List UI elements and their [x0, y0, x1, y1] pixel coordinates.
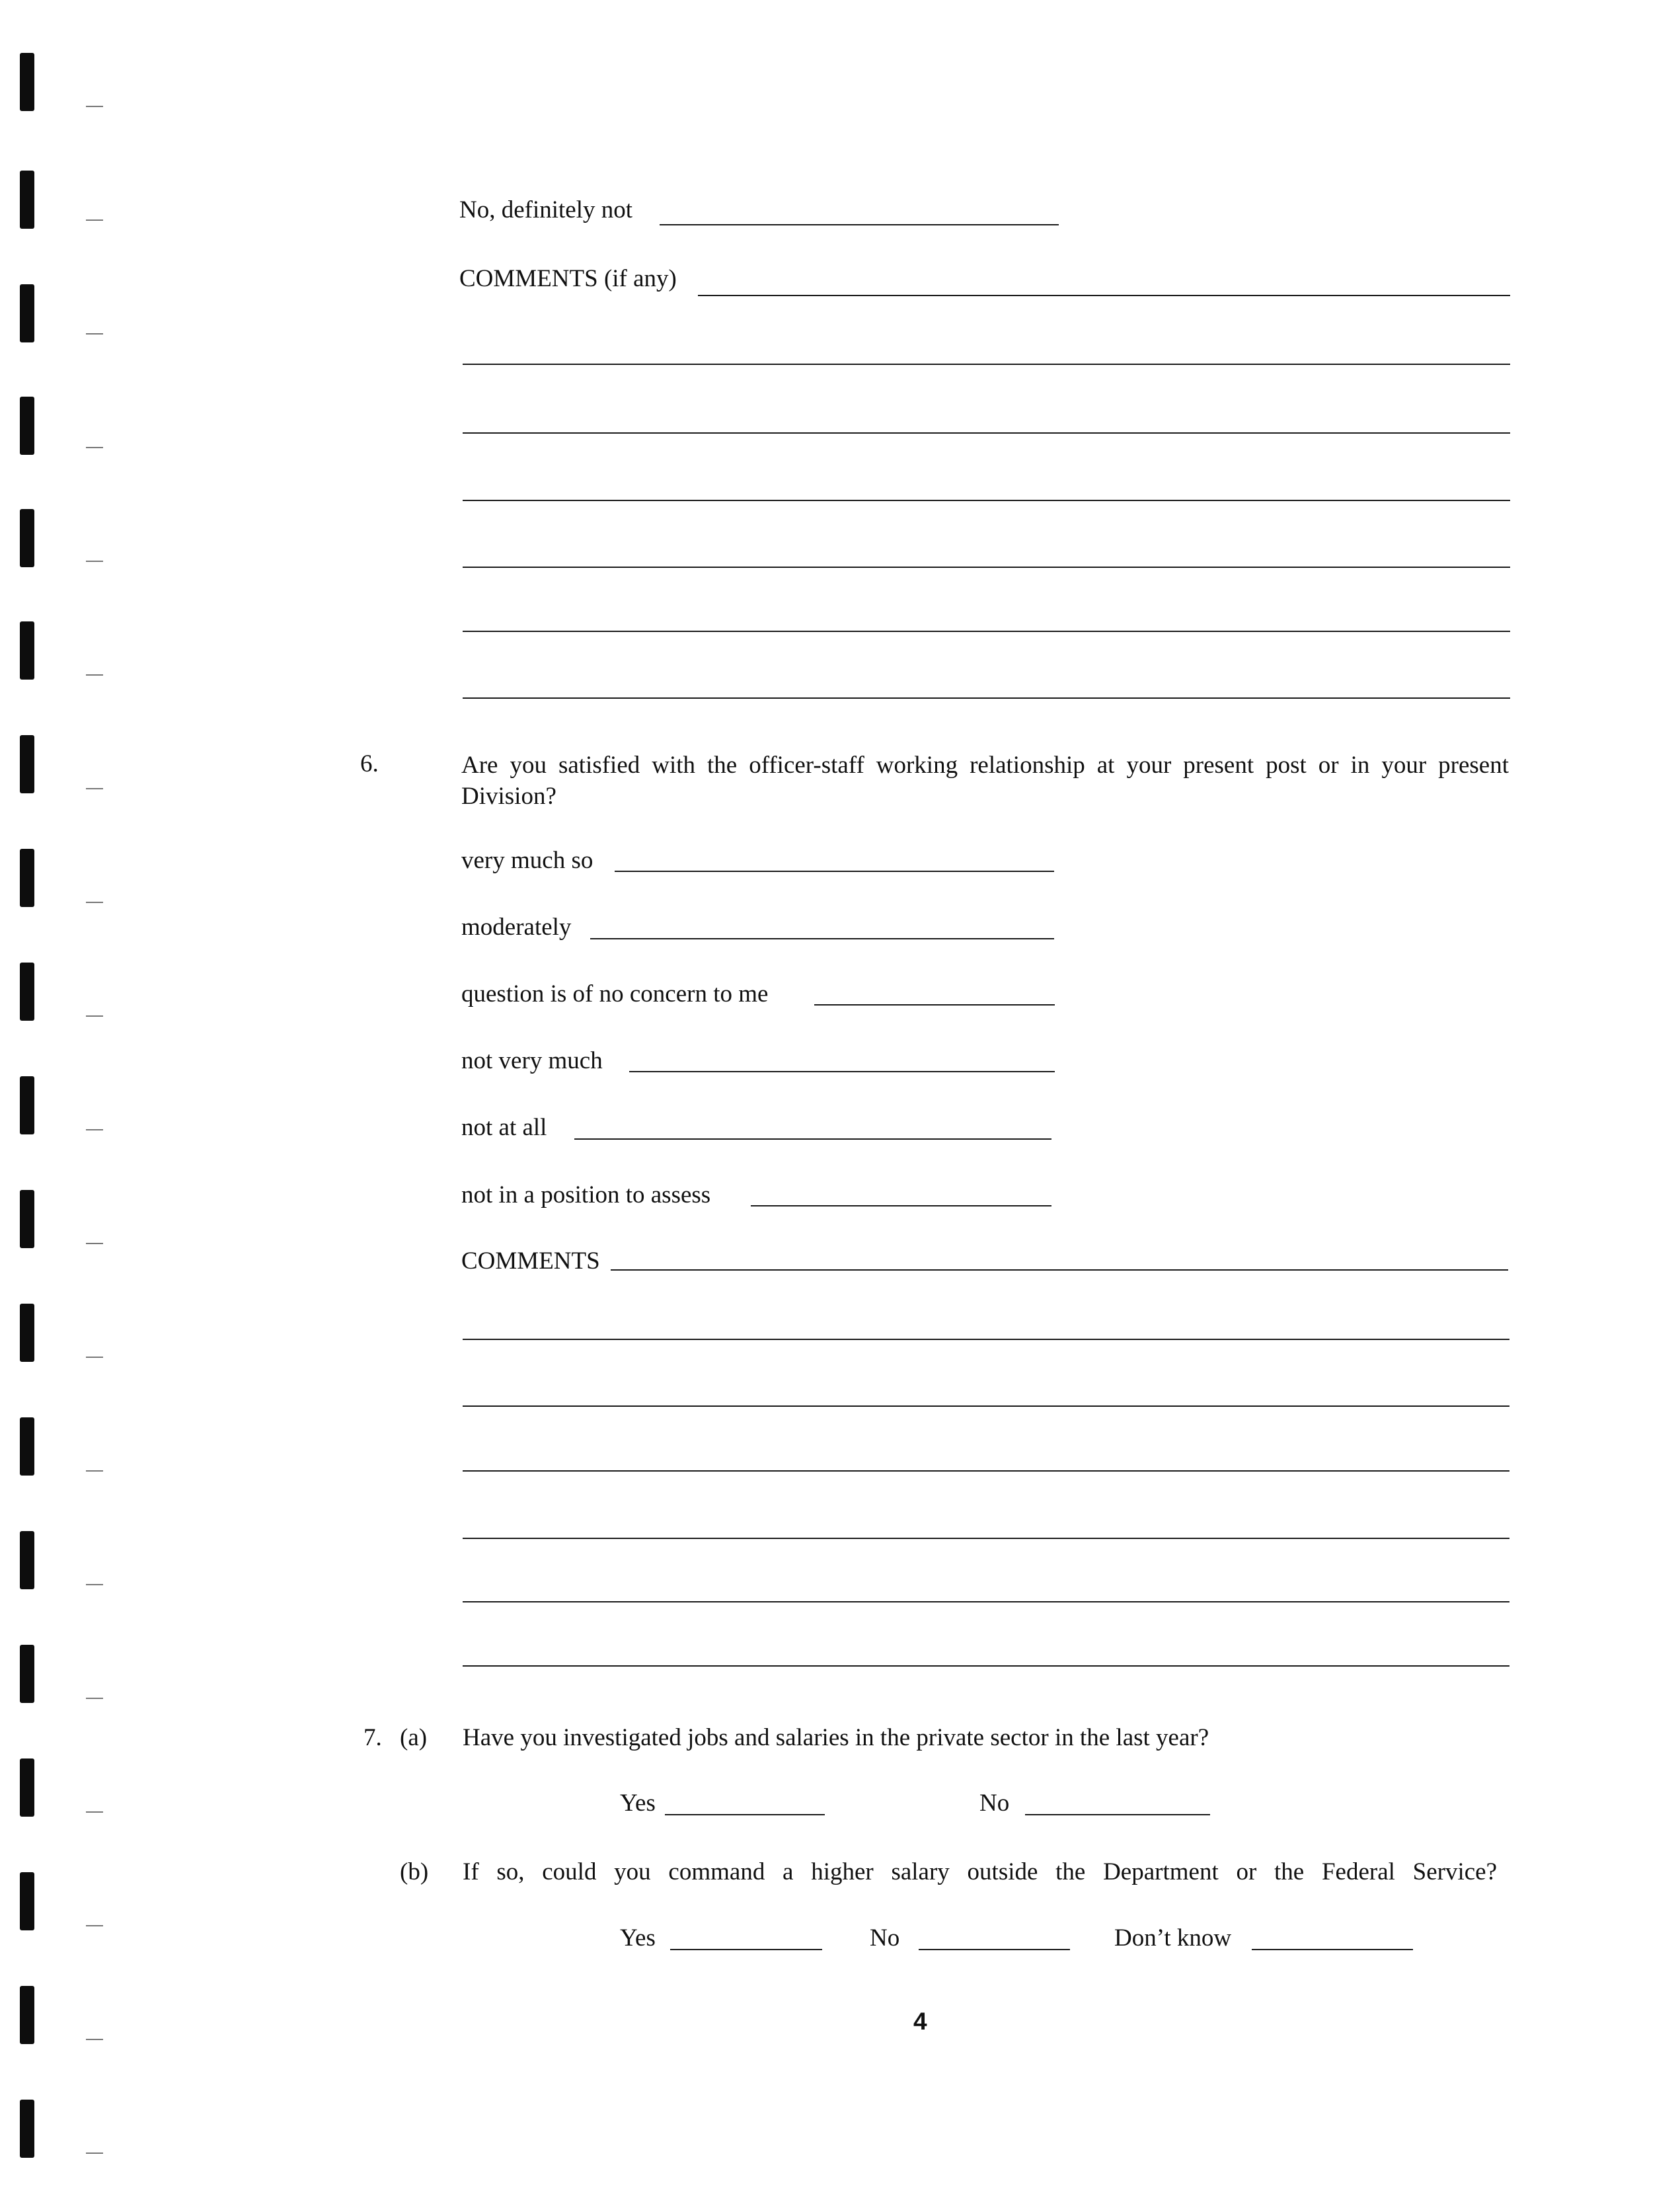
answer-line[interactable] — [574, 1138, 1051, 1140]
page-number: 4 — [913, 2008, 927, 2035]
margin-tick — [86, 1357, 103, 1358]
margin-tick — [86, 2153, 103, 2154]
margin-tick — [86, 1811, 103, 1813]
margin-tick — [86, 1925, 103, 1926]
answer-line[interactable] — [590, 938, 1054, 939]
question-text: Are you satisfied with the officer-staff working relationship at your present post or in your present Division? — [461, 752, 1509, 810]
comments-line[interactable] — [463, 1665, 1509, 1667]
binding-mark — [20, 2100, 34, 2158]
binding-mark — [20, 621, 34, 680]
no-answer-line[interactable] — [1025, 1814, 1210, 1815]
no-label: No — [979, 1790, 1010, 1817]
option-label: No, definitely not — [459, 196, 633, 223]
option-label: very much so — [461, 847, 593, 874]
comments-line[interactable] — [463, 1470, 1509, 1472]
margin-tick — [86, 1243, 103, 1244]
option-label: not very much — [461, 1047, 603, 1074]
margin-tick — [86, 1015, 103, 1017]
yes-answer-line[interactable] — [665, 1814, 825, 1815]
margin-tick — [86, 219, 103, 221]
comments-line[interactable] — [463, 1405, 1509, 1407]
answer-line[interactable] — [629, 1071, 1055, 1072]
yes-answer-line[interactable] — [670, 1949, 822, 1950]
margin-tick — [86, 1470, 103, 1472]
comments-line[interactable] — [463, 364, 1510, 365]
binding-mark — [20, 1645, 34, 1703]
question-text: If so, could you command a higher salary outside the Department or the Federal Service? — [463, 1858, 1497, 1885]
binding-mark — [20, 397, 34, 455]
binding-mark — [20, 171, 34, 229]
answer-line[interactable] — [615, 871, 1054, 872]
comments-line[interactable] — [463, 1538, 1509, 1539]
binding-mark — [20, 284, 34, 342]
subquestion-label: (b) — [400, 1858, 429, 1885]
answer-line[interactable] — [660, 224, 1059, 225]
binding-mark — [20, 1872, 34, 1930]
dont-know-answer-line[interactable] — [1252, 1949, 1413, 1950]
binding-mark — [20, 735, 34, 793]
option-label: not in a position to assess — [461, 1181, 711, 1208]
margin-tick — [86, 333, 103, 335]
question-number: 7. — [363, 1724, 382, 1751]
comments-line[interactable] — [463, 567, 1510, 568]
margin-tick — [86, 447, 103, 448]
binding-mark — [20, 963, 34, 1021]
subquestion-label: (a) — [400, 1724, 428, 1751]
margin-tick — [86, 1584, 103, 1585]
no-label: No — [870, 1924, 900, 1952]
comments-label: COMMENTS — [461, 1247, 600, 1275]
margin-tick — [86, 106, 103, 107]
comments-line[interactable] — [698, 295, 1510, 296]
margin-tick — [86, 788, 103, 789]
comments-line[interactable] — [463, 631, 1510, 632]
binding-mark — [20, 1417, 34, 1476]
binding-mark — [20, 849, 34, 907]
margin-tick — [86, 674, 103, 676]
option-label: moderately — [461, 914, 572, 941]
binding-mark — [20, 1986, 34, 2044]
binding-mark — [20, 1076, 34, 1134]
binding-mark — [20, 509, 34, 567]
comments-line[interactable] — [463, 500, 1510, 501]
no-answer-line[interactable] — [919, 1949, 1070, 1950]
binding-mark — [20, 1531, 34, 1589]
answer-line[interactable] — [814, 1004, 1055, 1006]
binding-mark — [20, 1758, 34, 1817]
comments-line[interactable] — [463, 432, 1510, 434]
dont-know-label: Don’t know — [1114, 1924, 1232, 1952]
comments-label: COMMENTS (if any) — [459, 265, 677, 292]
margin-tick — [86, 1698, 103, 1699]
yes-label: Yes — [620, 1790, 656, 1817]
option-label: question is of no concern to me — [461, 980, 769, 1007]
binding-mark — [20, 53, 34, 111]
margin-tick — [86, 561, 103, 562]
comments-line[interactable] — [611, 1269, 1508, 1271]
margin-tick — [86, 902, 103, 903]
binding-mark — [20, 1190, 34, 1248]
binding-mark — [20, 1304, 34, 1362]
option-label: not at all — [461, 1114, 547, 1141]
question-text: Have you investigated jobs and salaries in the private sector in the last year? — [463, 1724, 1209, 1751]
comments-line[interactable] — [463, 1601, 1509, 1602]
comments-line[interactable] — [463, 697, 1510, 699]
comments-line[interactable] — [463, 1339, 1509, 1340]
yes-label: Yes — [620, 1924, 656, 1952]
answer-line[interactable] — [751, 1205, 1051, 1206]
margin-tick — [86, 1129, 103, 1130]
question-number: 6. — [360, 750, 379, 777]
margin-tick — [86, 2039, 103, 2040]
